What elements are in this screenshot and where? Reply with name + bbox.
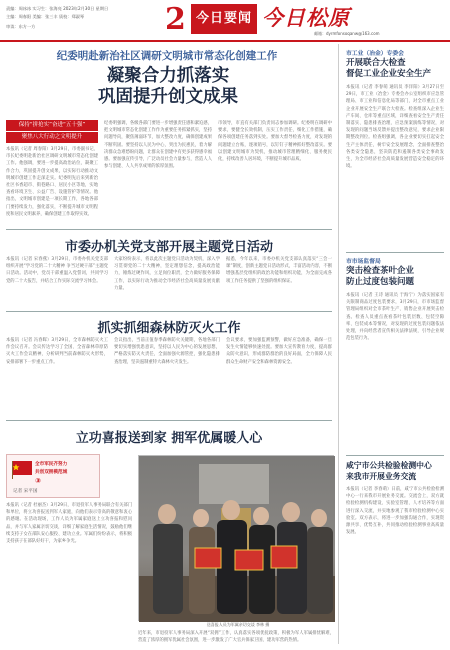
column-divider [338, 44, 339, 644]
masthead-email: 邮箱：dyrmfonsoqanw@163.com [314, 31, 380, 36]
article4-column-2: 近年来，市退役军人事务局深入开展“双拥”工作，认真落实各项优抚政策，积极为军人军属排忧解难，营造了浓厚的拥军优属社会氛围，进一步激发了广大官兵保家卫国、建功军营的热情。 [138, 631, 334, 644]
right-story1-text: 本报讯（记者 李春萌 通讯员 李洋阳）3月27日至29日，市工业（冶金）专委会办公室组织市应急管理局、市工业和信息化局等部门，对全市重点工业企业开展安全生产联合大检查。检查组深入企业生产车间、仓库等重点区域，详细查看安全生产责任制落实、隐患排查治理、应急预案演练等情况，对发现的问题当场反馈并提出整改意见，要求企业限期整改到位。检查组强调，各企业要切实扛起安全生产主体责任，树牢安全发展理念，全面排查整治各类安全隐患，坚决防范和遏制各类安全事故发生，为全市经济社会高质量发展营造安全稳定的环境。 [346, 85, 444, 170]
honor-headline: 立功喜报送到家 拥军优属暖人心 [75, 431, 263, 446]
series-box [6, 454, 100, 498]
right-story3-headline-line1: 咸宁市公共检验检测中心 [346, 461, 432, 470]
divider [6, 229, 332, 230]
right-story1-headline-line2: 督促工业企业安全生产 [346, 69, 432, 79]
lead-tag-2: 聚焦八大行动之文明提升 [6, 132, 98, 143]
divider [346, 455, 444, 456]
article2-column-2: 大家纷纷表示，将以此次主题党日活动为契机，深入学习贯彻党的二十大精神，坚定理想信念，提高政治能力，锤炼过硬作风，立足岗位职责，全力做好服务保障工作，以实际行动为推动全市经济社会高质量发展贡献力量。 [114, 257, 220, 291]
right-story2-headline-line2: 防止过度包装问题 [346, 277, 415, 287]
right-story2-kicker: 市市场监督局 [346, 259, 381, 265]
right-story1-kicker: 市工业（冶金）专委会 [346, 51, 404, 57]
fire-headline: 抓实抓细森林防灭火工作 [97, 321, 241, 336]
photo-caption: 送喜报人员为军属亲切交谈 李林 摄 [206, 622, 270, 627]
lead-kicker: 纪委明赴新治社区调研文明城市常态化创建工作 [56, 50, 278, 62]
right-story3-headline-line2: 来我市开展业务交流 [346, 472, 417, 481]
section-title: 今日要闻 [191, 4, 257, 34]
article2-column-1: 本报讯（记者 宋春燕）3月29日，市委办机关党支部组织开展“学习党的二十大精神 争当过硬干部”主题党日活动。活动中，党员干部重温入党誓词，共同学习党的二十大报告，并结合工作实际交流学习体会。 [6, 257, 108, 284]
party-flag-icon [11, 460, 33, 480]
newspaper-logo: 今日松原 [262, 5, 350, 30]
article3-column-2: 会议指出，当前正值春季森林防火关键期，各地各部门要切实增强忧患意识，坚持以人民为中心的发展思想，严格落实防灭火责任，全面加强火源管控，强化隐患排查治理，坚决遏制重特大森林火灾发生。 [114, 338, 220, 365]
news-photo-image [139, 456, 335, 622]
article2-column-3: 据悉，今年以来，市委办机关党支部认真落实“三会一课”制度，创新主题党日活动形式，丰富活动内容，不断增强基层党组织的政治功能和组织功能，为全面完成各项工作任务提供了坚强的组织保证。 [226, 257, 332, 284]
right-story2-headline-line1: 突击检查茶叶企业 [346, 266, 415, 276]
masthead [0, 0, 450, 42]
article4-column-1: 本报讯（记者 杜丽杰）3月29日，市退役军人事务局联合有关部门和单位，将立功喜报送到军人家庭，向他们表示崇高的敬意和衷心的感谢。在活动现场，工作人员为军属家庭送上立功喜报和慰问品，并与军人家属亲切交谈，详细了解家庭生活情况，鼓励他们继续支持子女在部队安心服役、建功立业。军属们纷纷表示，将积极支持孩子在部队好好干，为家乡争光。 [6, 503, 132, 545]
right-story3-headline [346, 460, 432, 482]
article1-column-1: 本报讯（记者 周春阳）3月29日，市委副书记、市长纪委明赴新治社区调研文明城市常态化创建工作。他强调，要进一步提高政治站位，凝聚工作合力，巩固提升创文成果，以实际行动推动文明城市创建工作走深走实。纪委明先后来到新治社区书香超市、街巷路口、居民小区等地，实地查看环境卫生、公益广告、设施管护等情况。他指出，文明城市创建是一项长期工作，各地各部门要持续发力，强化落实，不断提升城市文明程度和居民文明素养，确保创建工作取得实效。 [6, 147, 98, 217]
divider [6, 420, 332, 421]
lead-headline-line1: 凝聚合力抓落实 [106, 66, 230, 86]
series-number: ③ [35, 477, 41, 485]
right-story2-headline [346, 266, 414, 288]
lead-headline [48, 66, 288, 108]
lead-headline-line2: 巩固提升创文成果 [98, 87, 238, 107]
news-photo [138, 455, 334, 621]
article3-column-1: 本报讯（记者 冯春晖）3月29日，全市森林防灭火工作会议召开。会议传达学习了全国、全省森林草原防灭火工作会议精神，分析研判当前森林防灭火形势，安排部署下一步重点工作。 [6, 338, 108, 365]
series-line-2: 共创双拥模范城 [35, 470, 68, 475]
right-story1-headline [346, 58, 431, 80]
article3-column-3: 会议要求，要加强监测预警，做好应急准备，确保一旦发生火情能够快速处置。要加大宣传教育力度，提高群众防火意识，形成群防群治的良好局面，全力保障人民群众生命财产安全和森林资源安全。 [226, 338, 332, 365]
right-story1-headline-line1: 开展联合大检查 [346, 58, 406, 68]
divider [6, 311, 332, 312]
masthead-staff-line: 主编：周春阳 美编：张三丰 质校：郑淑琴 [6, 14, 85, 19]
right-story2-text: 本报讯（记者 王诗 通讯员 于海宁）为落实国家有关限制商品过度包装要求，3月29日，市市场监督管理局组织对全市茶叶生产、销售企业开展突击检查。检查人员重点查看茶叶包装层数、包装空隙率、包装成本等情况，对发现的过度包装问题依法处理，并向经营者宣传相关法律法规，引导企业规范包装行为。 [346, 293, 444, 342]
page-number: 2 [165, 2, 186, 37]
right-story3-text: 本报讯（记者 李春萌）日前，咸宁市公共检验检测中心一行来我市开展业务交流。交流会上，双方就检验检测机构建设、实验室管理、人才培养等方面进行深入交流，并实地参观了我市检验检测中心实验室。双方表示，将进一步加强沟通合作，实现资源共享、优势互补，共同推动检验检测事业高质量发展。 [346, 487, 444, 536]
lead-tag-1: 保持“拼抢实”奋进“五十强” [6, 120, 98, 131]
divider [346, 252, 444, 253]
party-headline: 市委办机关党支部开展主题党日活动 [64, 240, 273, 255]
masthead-review-line: 审读：东方一方 [6, 24, 36, 29]
article1-column-3: 市领导，市直有关部门负责同志参加调研。纪委明在调研中要求，要健全长效机制，压实工作责任，细化工作措施，确保各项创建任务落到实处。要加大督导检查力度，对发现的问题建立台账，逐项销号，以钉钉子精神抓好整改落实。要以创建文明城市为契机，推动城市管理精细化、服务便民化，持续改善人居环境，不断提升城市品质。 [218, 121, 332, 163]
series-line-1: 全市军民齐努力 [35, 462, 68, 467]
masthead-editor-line: 责编：周冰冰 实习生：张海亮 2023年2月30日 星期日 [6, 6, 109, 11]
series-reporter: 记者 宋平国 [13, 489, 38, 494]
article1-column-2: 纪委明强调，各级各部门要进一步增强责任感和紧迫感，把文明城市常态化创建工作作为重要任务抓紧抓实，坚持问题导向，聚焦薄弱环节，加大整改力度，确保创建成果不断巩固。要坚持以人民为中心，突出为民惠民，着力解决群众急难愁盼问题，让群众在创建中有更多获得感幸福感。要加强宣传引导，广泛动员社会力量参与，营造人人参与创建、人人共享成果的浓厚氛围。 [104, 121, 212, 170]
